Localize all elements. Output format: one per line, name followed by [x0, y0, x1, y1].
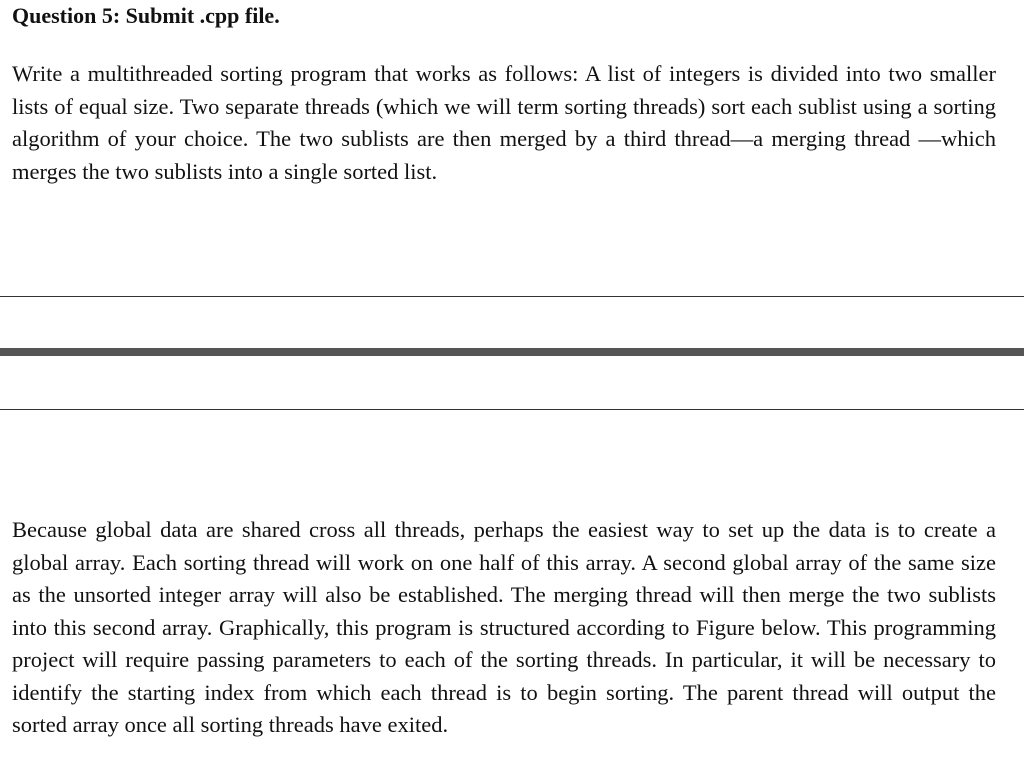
question-title: Question 5: Submit .cpp file. — [12, 3, 280, 28]
problem-description-paragraph: Write a multithreaded sorting program that works as follows: A list of integers is divided into two smaller lists of equal size. Two separate threads (which we will term sorting threads) sort each sublist using a sorting algorithm of your choice. The two sublists are then merged by a third thread—a merging thread —which merges the two sublists into a single sorted list. — [12, 61, 996, 184]
divider-line-top — [0, 296, 1024, 297]
divider-bar-thick — [0, 348, 1024, 356]
implementation-details-paragraph: Because global data are shared cross all threads, perhaps the easiest way to set up the data is to create a global array. Each sorting thread will work on one half of this array. A second global array of the same size as the unsorted integer array will also be established. The merging thread will then merge the two sublists into this second array. Graphically, this program is structured according to Figure below. This programming project will require passing parameters to each of the sorting threads. In particular, it will be necessary to identify the starting index from which each thread is to begin sorting. The parent thread will output the sorted array once all sorting threads have exited. — [12, 517, 996, 737]
divider-line-bottom — [0, 409, 1024, 410]
